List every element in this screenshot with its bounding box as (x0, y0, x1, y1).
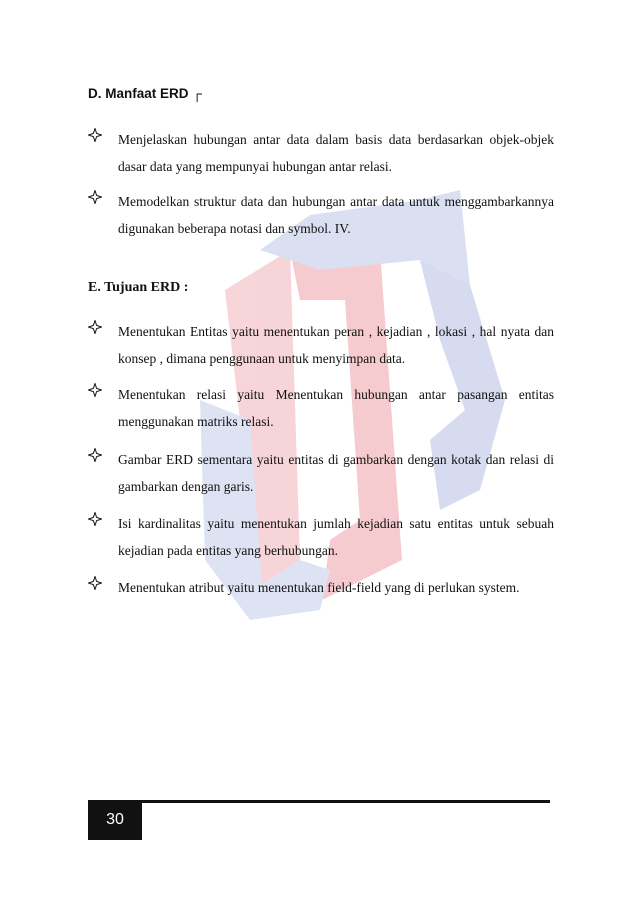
bullet-text: Menentukan atribut yaitu menentukan field-field yang di perlukan system. (118, 580, 520, 595)
four-point-star-outline-icon (88, 128, 102, 142)
page-number: 30 (88, 800, 142, 840)
bullet-text: Menentukan relasi yaitu Menentukan hubungan antar pasangan entitas menggunakan matriks relasi. (118, 387, 554, 429)
four-point-star-outline-icon (88, 383, 102, 397)
bullet-text: Isi kardinalitas yaitu menentukan jumlah kejadian satu entitas untuk sebuah kejadian pada entitas yang berhubungan. (118, 516, 554, 558)
four-point-star-outline-icon (88, 190, 102, 204)
section-e-heading: E. Tujuan ERD : (88, 280, 189, 295)
bullet-text: Menentukan Entitas yaitu menentukan peran , kejadian , lokasi , hal nyata dan konsep , dimana penggunaan untuk menyimpan data. (118, 324, 554, 366)
bullet-text: Menjelaskan hubungan antar data dalam basis data berdasarkan objek-objek dasar data yang mempunyai hubungan antar relasi. (118, 132, 554, 174)
bullet-text: Gambar ERD sementara yaitu entitas di gambarkan dengan kotak dan relasi di gambarkan dengan garis. (118, 452, 554, 494)
section-d-heading: D. Manfaat ERD ┌ (88, 86, 202, 101)
four-point-star-outline-icon (88, 320, 102, 334)
bullet-text: Memodelkan struktur data dan hubungan antar data untuk menggambarkannya digunakan beberapa notasi dan symbol. IV. (118, 194, 554, 236)
footer-rule (88, 800, 550, 803)
four-point-star-outline-icon (88, 448, 102, 462)
four-point-star-outline-icon (88, 512, 102, 526)
four-point-star-outline-icon (88, 576, 102, 590)
